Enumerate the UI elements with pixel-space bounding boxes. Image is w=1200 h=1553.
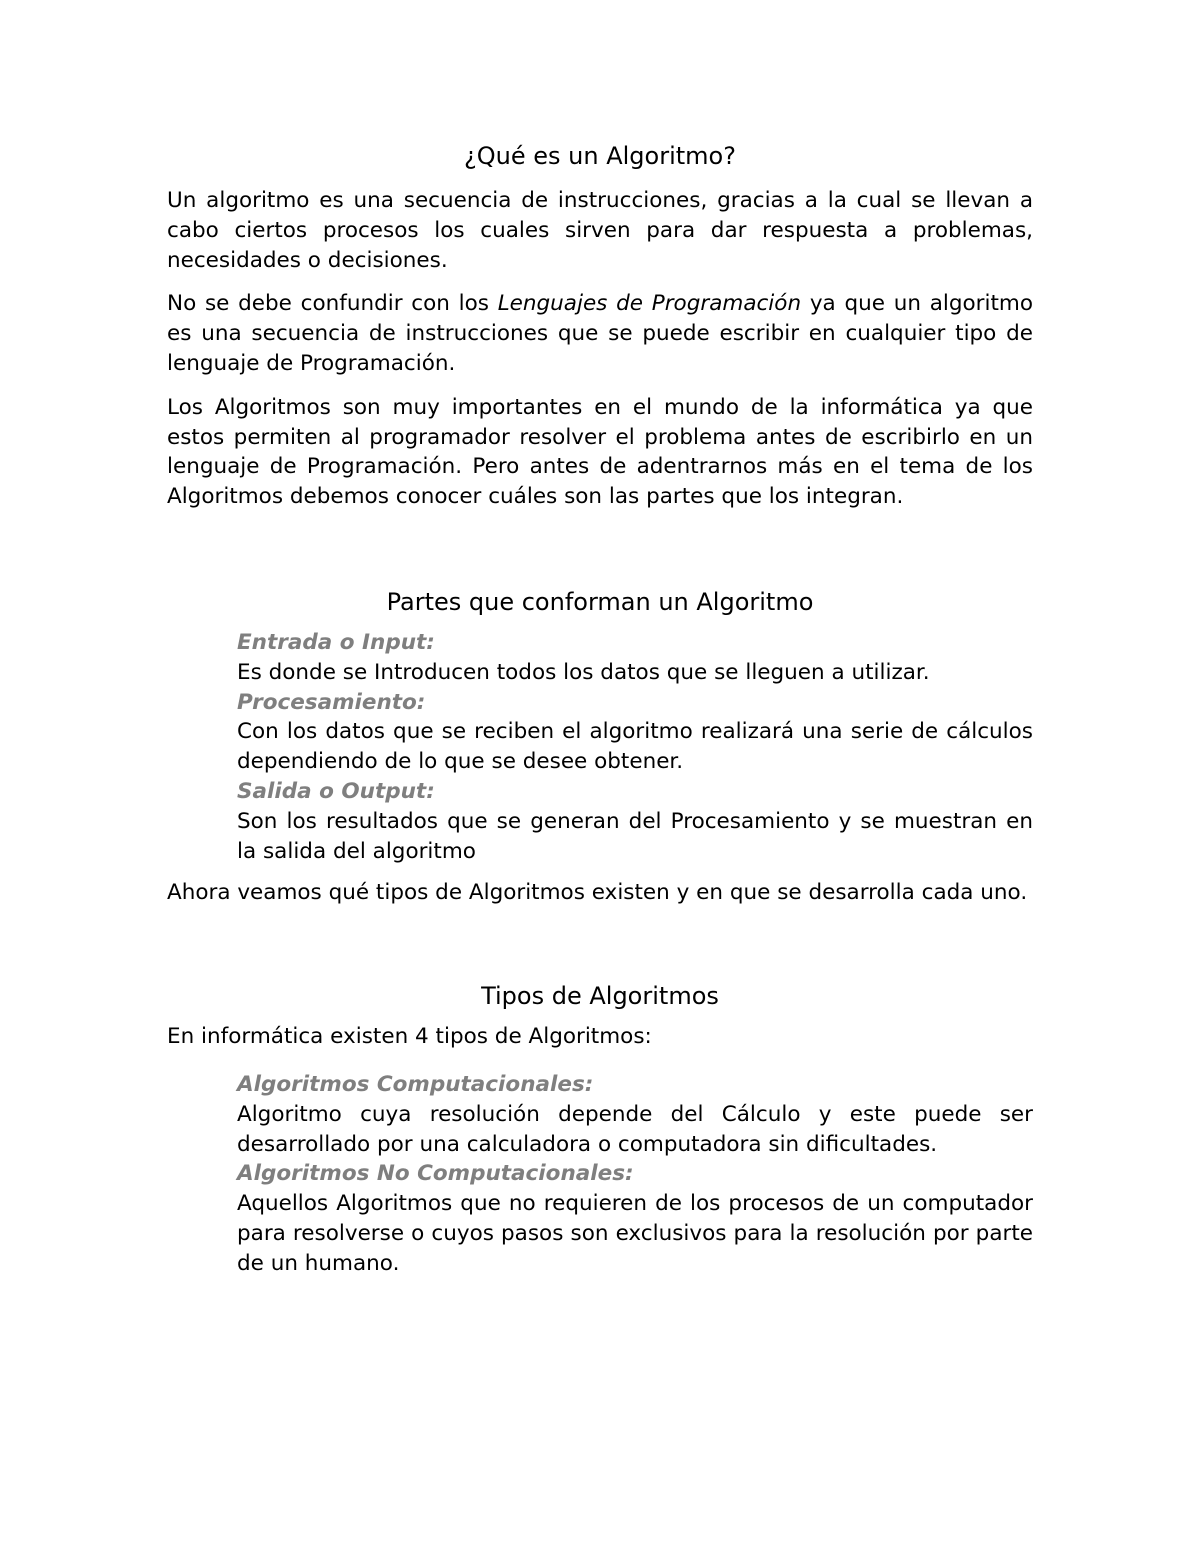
list-item-computational xyxy=(167,1070,1033,1159)
list-item-text: Con los datos que se reciben el algoritmo realizará una serie de cálculos dependiendo de lo que se desee obtener. xyxy=(237,719,1033,775)
list-item-title: Salida o Output: xyxy=(237,778,435,804)
heading-types: Tipos de Algoritmos xyxy=(481,982,719,1011)
programming-languages-italic: Lenguajes de Programación xyxy=(497,291,802,317)
paragraph-importance: Los Algoritmos son muy importantes en el mundo de la informática ya que estos permiten al programador resolver el problema antes de escribirlo en un lenguaje de Programación. Pero antes de adentrarnos más en el tema de los Algoritmos debemos conocer cuáles son las partes que los integran. xyxy=(167,394,1033,510)
paragraph-not-confuse-end: ya que un algoritmo es una secuencia de instrucciones que se puede escribir en cualquier tipo de lenguaje de Programación. xyxy=(167,291,1033,376)
paragraph-not-confuse-start: No se debe confundir con los xyxy=(167,291,498,317)
heading-parts: Partes que conforman un Algoritmo xyxy=(386,587,814,616)
list-item-non-computational xyxy=(167,1159,1033,1278)
list-item-input xyxy=(167,628,1033,688)
list-item-processing xyxy=(167,688,1033,777)
paragraph-not-confuse xyxy=(167,289,1033,378)
list-item-title: Algoritmos No Computacionales: xyxy=(237,1161,634,1187)
paragraph-four-types: En informática existen 4 tipos de Algoritmos: xyxy=(167,1024,652,1050)
paragraph-definition: Un algoritmo es una secuencia de instrucciones, gracias a la cual se llevan a cabo ciertos procesos los cuales sirven para dar respuesta a problemas, necesidades o decisiones. xyxy=(167,188,1033,273)
document-page xyxy=(167,138,1033,1291)
parts-list xyxy=(167,628,1033,866)
list-item-title: Procesamiento: xyxy=(237,689,426,715)
types-list xyxy=(167,1070,1033,1279)
list-item-text: Son los resultados que se generan del Procesamiento y se muestran en la salida del algoritmo xyxy=(237,808,1033,864)
list-item-title: Entrada o Input: xyxy=(237,629,435,655)
spacer xyxy=(167,526,1033,584)
list-item-text: Aquellos Algoritmos que no requieren de los procesos de un computador para resolverse o cuyos pasos son exclusivos para la resolución por parte de un humano. xyxy=(237,1191,1033,1276)
paragraph-types-intro: Ahora veamos qué tipos de Algoritmos existen y en que se desarrolla cada uno. xyxy=(167,880,1028,906)
list-item-text: Es donde se Introducen todos los datos que se lleguen a utilizar. xyxy=(237,659,930,685)
heading-what-is-algorithm: ¿Qué es un Algoritmo? xyxy=(464,142,736,170)
spacer xyxy=(167,922,1033,978)
list-item-text: Algoritmo cuya resolución depende del Cálculo y este puede ser desarrollado por una calculadora o computadora sin dificultades. xyxy=(237,1101,1033,1157)
list-item-title: Algoritmos Computacionales: xyxy=(237,1071,594,1097)
list-item-output xyxy=(167,777,1033,866)
